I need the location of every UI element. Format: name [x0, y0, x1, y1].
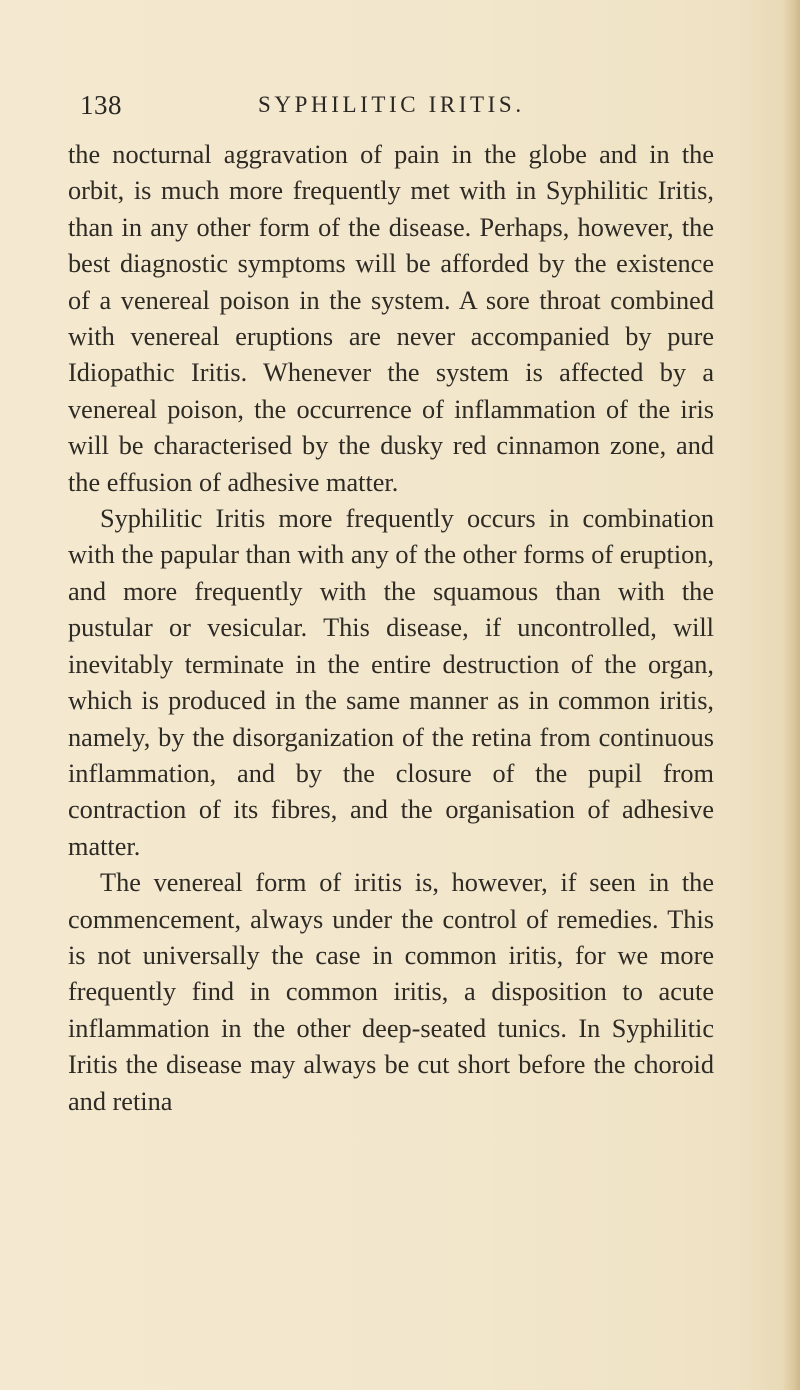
page-header — [0, 90, 800, 130]
body-text — [68, 137, 714, 1120]
page-edge-shadow — [784, 0, 800, 1390]
paragraph: Syphilitic Iritis more frequently occurs in combination with the papular than with any of the other forms of eruption, and more frequently with the squamous than with the pustular or vesicular. This disease, if uncontrolled, will inevitably terminate in the entire destruction of the organ, which is produced in the same manner as in common iritis, namely, by the disorganization of the retina from continuous inflammation, and by the closure of the pupil from contraction of its fibres, and the organisation of adhesive matter. — [68, 504, 714, 861]
running-head: SYPHILITIC IRITIS. — [258, 92, 525, 117]
paragraph: The venereal form of iritis is, however, if seen in the commencement, always under the control of remedies. This is not universally the case in common iritis, for we more frequently find in common iritis, a disposition to acute inflammation in the other deep-seated tunics. In Syphilitic Iritis the disease may always be cut short before the choroid and retina — [68, 868, 714, 1116]
paragraph: the nocturnal aggravation of pain in the globe and in the orbit, is much more frequently met with in Syphilitic Iritis, than in any other form of the disease. Perhaps, however, the best diagnostic symptoms will be afforded by the existence of a venereal poison in the system. A sore throat combined with venereal eruptions are never accompanied by pure Idiopathic Iritis. Whenever the system is affected by a venereal poison, the occurrence of inflammation of the iris will be characterised by the dusky red cinnamon zone, and the effusion of adhesive matter. — [68, 140, 714, 497]
page-number: 138 — [80, 90, 122, 120]
